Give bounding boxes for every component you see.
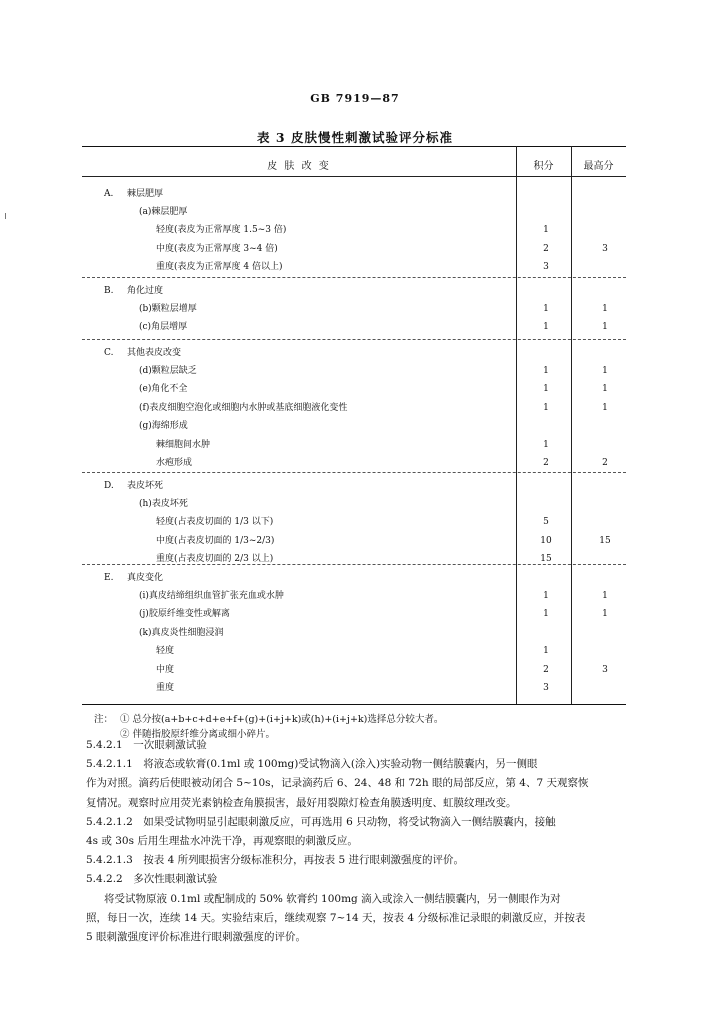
paragraph-line: 5.4.2.1 一次眼刺激试验 <box>86 739 207 751</box>
paragraph-line: 复情况。观察时应用荧光素钠检查角膜损害，最好用裂隙灯检查角膜透明度、虹膜纹理改变。 <box>86 796 517 809</box>
standard-code-header: GB 7919—87 <box>310 92 400 105</box>
score-value: 1 <box>543 590 549 601</box>
section-divider <box>82 339 626 340</box>
section-title: 其他表皮改变 <box>127 348 182 358</box>
score-value: 1 <box>543 365 549 376</box>
table-top-rule <box>82 146 626 147</box>
table-row-label: 棘细胞间水肿 <box>156 439 211 450</box>
score-value: 5 <box>543 517 549 527</box>
paragraph-line: 5 眼刺激强度评价标准进行眼刺激强度的评价。 <box>86 931 307 943</box>
table-row-label: 水疱形成 <box>156 458 193 468</box>
score-value: 1 <box>543 225 549 235</box>
table-row-label: (k)真皮炎性细胞浸润 <box>139 627 224 638</box>
table-row-label: 中度(表皮为正常厚度 3~4 倍) <box>156 243 278 254</box>
table-row-label: 轻度 <box>156 646 175 656</box>
column-header-score: 积分 <box>533 161 554 172</box>
score-value: 3 <box>543 683 549 693</box>
table-row-label: (e)角化不全 <box>139 384 188 394</box>
section-title: 角化过度 <box>127 286 164 296</box>
table-row-label: (a)棘层肥厚 <box>139 206 188 217</box>
max-score-value: 3 <box>602 243 608 254</box>
max-score-value: 1 <box>602 609 608 619</box>
table-row-label: 重度(占表皮切面的 2/3 以上) <box>156 554 274 564</box>
paragraph-line: 5.4.2.1.1 将液态或软膏(0.1ml 或 100mg)受试物滴入(涂入)实验动物一侧结膜囊内，另一侧眼 <box>86 758 538 771</box>
score-value: 1 <box>543 303 549 314</box>
max-score-value: 3 <box>602 664 608 675</box>
max-score-value: 1 <box>602 402 608 413</box>
max-score-value: 1 <box>602 384 608 394</box>
table-column-divider-2 <box>571 146 572 704</box>
max-score-value: 15 <box>599 535 611 546</box>
max-score-value: 2 <box>602 458 608 468</box>
table-row-label: (j)胶原纤维变性或解离 <box>139 609 230 619</box>
table-row-label: 中度 <box>156 664 175 675</box>
section-divider <box>82 472 626 473</box>
paragraph-line: 照，每日一次，连续 14 天。实验结束后，继续观察 7~14 天，按表 4 分级标准记录眼的刺激反应，并按表 <box>86 911 586 924</box>
notes-label: 注： <box>94 714 114 725</box>
score-value: 2 <box>543 458 549 468</box>
section-divider <box>82 564 626 565</box>
score-value: 1 <box>543 384 549 394</box>
paragraph-line: 5.4.2.1.3 按表 4 所列眼损害分级标准积分，再按表 5 进行眼刺激强度的评价。 <box>86 854 464 867</box>
section-divider <box>82 277 626 278</box>
table-row-label: (c)角层增厚 <box>139 322 188 332</box>
score-value: 3 <box>543 262 549 272</box>
max-score-value: 1 <box>602 590 608 601</box>
paragraph-line: 将受试物原液 0.1ml 或配制成的 50% 软膏约 100mg 滴入或涂入一侧结膜囊内，另一侧眼作为对 <box>104 892 561 905</box>
section-letter: B. <box>104 286 114 296</box>
max-score-value: 1 <box>602 365 608 376</box>
score-value: 1 <box>543 646 549 656</box>
scan-mark <box>5 213 6 219</box>
max-score-value: 1 <box>602 322 608 332</box>
table-row-label: 轻度(占表皮切面的 1/3 以下) <box>156 517 274 527</box>
table-row-label: 重度(表皮为正常厚度 4 倍以上) <box>156 262 283 272</box>
score-value: 1 <box>543 609 549 619</box>
paragraph-line: 5.4.2.2 多次性眼刺激试验 <box>86 873 218 886</box>
score-value: 2 <box>543 664 549 675</box>
max-score-value: 1 <box>602 303 608 314</box>
section-title: 棘层肥厚 <box>127 189 164 199</box>
score-value: 1 <box>543 322 549 332</box>
section-letter: D. <box>104 481 114 491</box>
score-value: 1 <box>543 402 549 413</box>
paragraph-line: 4s 或 30s 后用生理盐水冲洗干净，再观察眼的刺激反应。 <box>86 835 358 847</box>
table-column-divider-1 <box>516 146 517 704</box>
section-letter: E. <box>104 573 114 583</box>
section-letter: A. <box>104 189 114 199</box>
table-row-label: (i)真皮结缔组织血管扩张充血或水肿 <box>139 590 284 601</box>
paragraph-line: 作为对照。滴药后使眼被动闭合 5~10s，记录滴药后 6、24、48 和 72h 眼的局部反应，第 4、7 天观察恢 <box>86 777 589 790</box>
score-value: 2 <box>543 243 549 254</box>
table-row-label: 轻度(表皮为正常厚度 1.5~3 倍) <box>156 225 287 235</box>
table-row-label: 重度 <box>156 683 175 693</box>
table-row-label: (g)海绵形成 <box>139 421 188 431</box>
section-title: 真皮变化 <box>127 573 164 583</box>
score-value: 10 <box>540 535 552 546</box>
table-header-rule <box>82 176 626 177</box>
column-header-max: 最高分 <box>583 161 614 172</box>
table-row-label: (d)颗粒层缺乏 <box>139 365 197 376</box>
table-row-label: 中度(占表皮切面的 1/3~2/3) <box>156 535 275 546</box>
section-title: 表皮坏死 <box>127 481 164 491</box>
note-1: ① 总分按(a+b+c+d+e+f+(g)+(i+j+k)或(h)+(i+j+k)选择总分较大者。 <box>120 714 444 725</box>
section-letter: C. <box>104 348 114 358</box>
column-header-change: 皮 肤 改 变 <box>267 161 331 172</box>
table-bottom-rule <box>82 704 626 705</box>
table-row-label: (f)表皮细胞空泡化或细胞内水肿或基底细胞液化变性 <box>139 402 348 413</box>
score-value: 15 <box>540 554 552 564</box>
table-row-label: (b)颗粒层增厚 <box>139 303 197 314</box>
table-caption: 表 3 皮肤慢性刺激试验评分标准 <box>257 130 453 145</box>
note-2: ② 伴随指胶原纤维分离或细小碎片。 <box>120 729 276 740</box>
table-row-label: (h)表皮坏死 <box>139 498 188 509</box>
score-value: 1 <box>543 439 549 450</box>
paragraph-line: 5.4.2.1.2 如果受试物明显引起眼刺激反应，可再选用 6 只动物，将受试物滴入一侧结膜囊内，接触 <box>86 815 556 828</box>
